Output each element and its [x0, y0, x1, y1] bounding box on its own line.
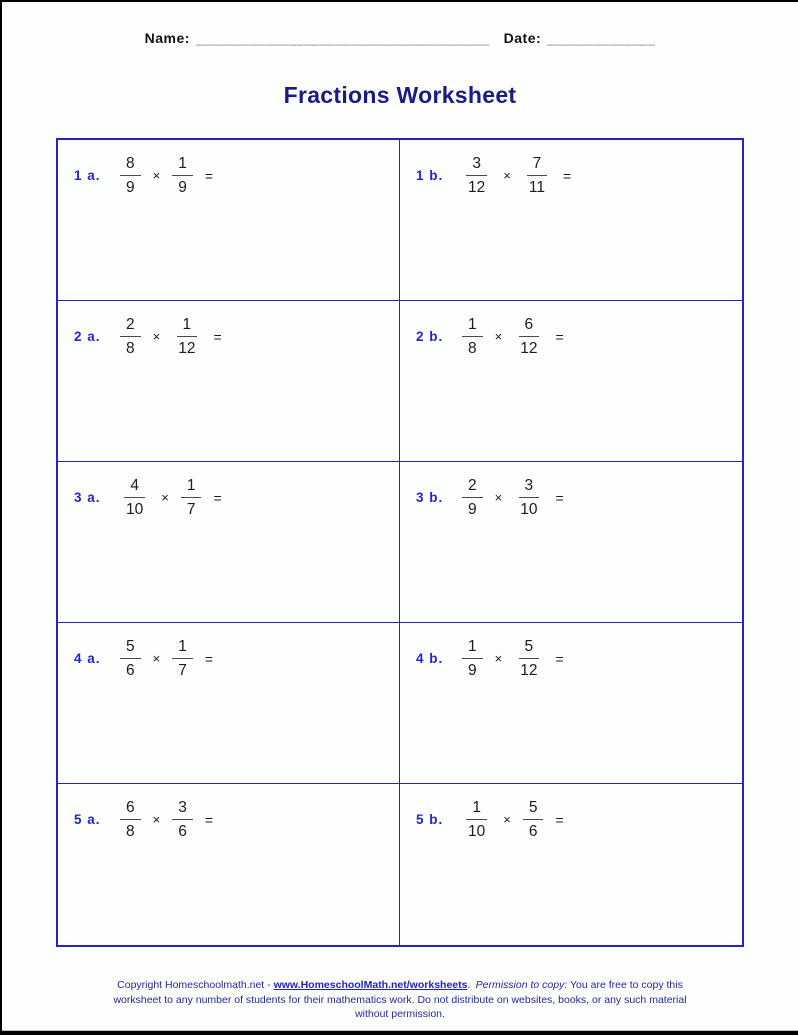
numerator: 2: [462, 476, 483, 498]
fraction-second: [172, 154, 193, 198]
fraction-first: [120, 798, 141, 842]
problem-expression: [416, 154, 742, 198]
fraction-first: [462, 637, 483, 681]
problem-expression: [74, 315, 399, 359]
problem-expression: [416, 476, 742, 520]
after-link-text: .: [467, 979, 476, 992]
multiply-sign: ×: [152, 812, 161, 828]
multiply-sign: ×: [152, 168, 161, 184]
problem-expression: [74, 154, 399, 198]
equals-sign: =: [204, 650, 214, 667]
numerator: 5: [523, 798, 544, 820]
problem-label: 1 a.: [74, 168, 101, 184]
numerator: 6: [519, 315, 540, 337]
numerator: 4: [124, 476, 145, 498]
denominator: 10: [126, 501, 144, 519]
problem-cell-4b: [400, 623, 742, 784]
denominator: 12: [468, 179, 486, 197]
problem-cell-1a: [58, 140, 400, 301]
denominator: 6: [126, 662, 135, 680]
problem-expression: [416, 637, 742, 681]
denominator: 9: [468, 662, 477, 680]
problem-cell-5b: [400, 784, 742, 945]
numerator: 5: [120, 637, 141, 659]
fraction-first: [120, 637, 141, 681]
problem-label: 2 a.: [74, 329, 101, 345]
fraction-first: [462, 476, 483, 520]
problem-expression: [416, 315, 742, 359]
denominator: 8: [126, 340, 135, 358]
fraction-first: [120, 154, 141, 198]
denominator: 12: [520, 662, 538, 680]
numerator: 1: [172, 637, 193, 659]
equals-sign: =: [555, 811, 564, 828]
equals-sign: =: [204, 811, 214, 828]
multiply-sign: ×: [494, 490, 503, 506]
numerator: 3: [466, 154, 487, 176]
numerator: 8: [120, 154, 141, 176]
fraction-first: [462, 798, 491, 842]
multiply-sign: ×: [503, 812, 511, 828]
numerator: 1: [172, 154, 193, 176]
fraction-second: [172, 315, 201, 359]
problem-label: 3 a.: [74, 490, 101, 506]
problem-label: 2 b.: [416, 329, 444, 345]
equals-sign: =: [555, 489, 564, 506]
problem-label: 3 b.: [416, 490, 444, 506]
numerator: 3: [172, 798, 193, 820]
problem-expression: [74, 798, 399, 842]
fraction-second: [523, 154, 551, 198]
numerator: 3: [519, 476, 540, 498]
numerator: 1: [462, 315, 483, 337]
denominator: 9: [468, 501, 477, 519]
numerator: 7: [527, 154, 548, 176]
copyright-text: Copyright Homeschoolmath.net -: [117, 979, 274, 992]
fraction-second: [514, 637, 543, 681]
problem-expression: [416, 798, 742, 842]
fraction-first: [462, 154, 491, 198]
equals-sign: =: [562, 167, 572, 184]
fraction-first: [462, 315, 483, 359]
date-blank-line: ______________: [547, 31, 656, 46]
name-date-header: [2, 30, 798, 46]
fraction-second: [514, 476, 543, 520]
denominator: 8: [126, 823, 135, 841]
multiply-sign: ×: [152, 651, 161, 667]
problem-label: 4 a.: [74, 651, 101, 667]
fraction-second: [172, 637, 193, 681]
problem-label: 4 b.: [416, 651, 444, 667]
date-label: Date:: [503, 30, 542, 46]
numerator: 6: [120, 798, 141, 820]
equals-sign: =: [213, 489, 222, 506]
denominator: 10: [520, 501, 538, 519]
worksheets-link[interactable]: www.HomeschoolMath.net/worksheets: [273, 979, 468, 992]
denominator: 6: [528, 823, 538, 841]
numerator: 1: [181, 476, 202, 498]
fraction-first: [120, 476, 149, 520]
fraction-second: [523, 798, 544, 842]
problem-label: 1 b.: [416, 168, 444, 184]
fraction-second: [514, 315, 543, 359]
problem-cell-1b: [400, 140, 742, 301]
multiply-sign: ×: [503, 168, 511, 184]
equals-sign: =: [213, 328, 222, 345]
denominator: 12: [178, 340, 196, 358]
numerator: 1: [177, 315, 198, 337]
equals-sign: =: [204, 167, 214, 184]
denominator: 6: [178, 823, 187, 841]
problem-cell-3b: [400, 462, 742, 623]
multiply-sign: ×: [152, 329, 161, 345]
problem-cell-2b: [400, 301, 742, 462]
denominator: 12: [520, 340, 538, 358]
equals-sign: =: [555, 650, 564, 667]
multiply-sign: ×: [494, 329, 503, 345]
numerator: 2: [120, 315, 141, 337]
name-blank-line: ______________________________________: [195, 31, 490, 46]
page-title: Fractions Worksheet: [283, 82, 517, 108]
numerator: 1: [462, 637, 483, 659]
denominator: 10: [468, 823, 486, 841]
problem-cell-2a: [58, 301, 400, 462]
fraction-second: [172, 798, 193, 842]
equals-sign: =: [555, 328, 564, 345]
multiply-sign: ×: [494, 651, 503, 667]
multiply-sign: ×: [161, 490, 169, 506]
permission-label: Permission to copy:: [475, 979, 568, 992]
problems-table: [56, 138, 744, 947]
numerator: 5: [519, 637, 540, 659]
denominator: 11: [528, 179, 545, 197]
denominator: 8: [468, 340, 477, 358]
numerator: 1: [466, 798, 487, 820]
copyright-footer: [100, 978, 700, 1021]
denominator: 7: [186, 501, 196, 519]
problem-label: 5 a.: [74, 812, 101, 828]
problem-cell-4a: [58, 623, 400, 784]
problem-label: 5 b.: [416, 812, 444, 828]
denominator: 9: [178, 179, 187, 197]
denominator: 7: [178, 662, 187, 680]
permission-text: You are free to copy this worksheet to any number of students for their mathematics work. Do not distribute on websites, books, or any such material without permission.: [113, 979, 687, 1020]
problem-expression: [74, 476, 399, 520]
fraction-first: [120, 315, 141, 359]
problem-cell-3a: [58, 462, 400, 623]
problem-cell-5a: [58, 784, 400, 945]
name-label: Name:: [144, 30, 190, 46]
denominator: 9: [126, 179, 135, 197]
problem-expression: [74, 637, 399, 681]
fraction-second: [181, 476, 202, 520]
